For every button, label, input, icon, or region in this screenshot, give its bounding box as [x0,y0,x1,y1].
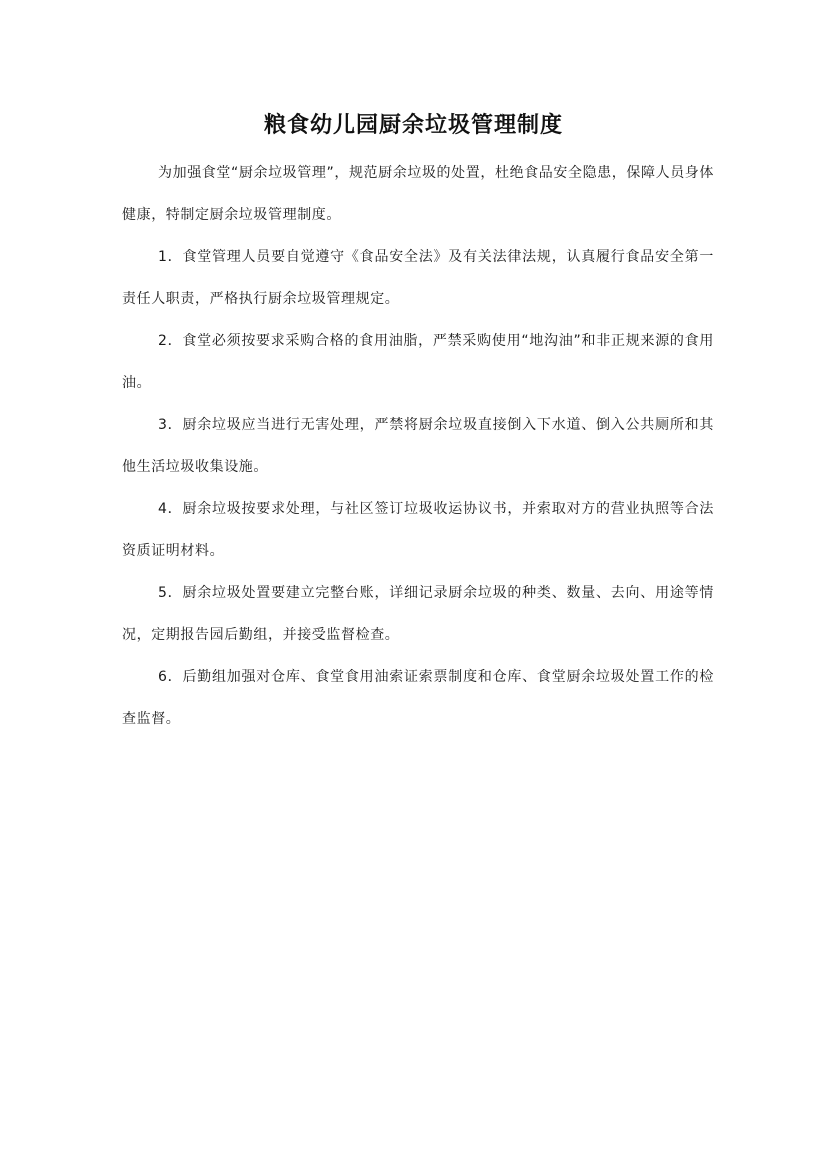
rule-item-5: 5．厨余垃圾处置要建立完整台账，详细记录厨余垃圾的种类、数量、去向、用途等情况，定期报告园后勤组，并接受监督检查。 [122,585,714,643]
rule-item-4: 4．厨余垃圾按要求处理，与社区签订垃圾收运协议书，并索取对方的营业执照等合法资质证明材料。 [122,501,714,559]
rule-item-2: 2．食堂必须按要求采购合格的食用油脂，严禁采购使用“地沟油”和非正规来源的食用油。 [122,333,714,391]
rule-item-6: 6．后勤组加强对仓库、食堂食用油索证索票制度和仓库、食堂厨余垃圾处置工作的检查监督。 [122,669,714,727]
document-body [122,152,714,740]
intro-paragraph: 为加强食堂“厨余垃圾管理”，规范厨余垃圾的处置，杜绝食品安全隐患，保障人员身体健康，特制定厨余垃圾管理制度。 [122,165,714,223]
document-title: 粮食幼儿园厨余垃圾管理制度 [263,112,563,138]
rule-item-1: 1．食堂管理人员要自觉遵守《食品安全法》及有关法律法规，认真履行食品安全第一责任人职责，严格执行厨余垃圾管理规定。 [122,249,714,307]
rule-item-3: 3．厨余垃圾应当进行无害处理，严禁将厨余垃圾直接倒入下水道、倒入公共厕所和其他生活垃圾收集设施。 [122,417,714,475]
